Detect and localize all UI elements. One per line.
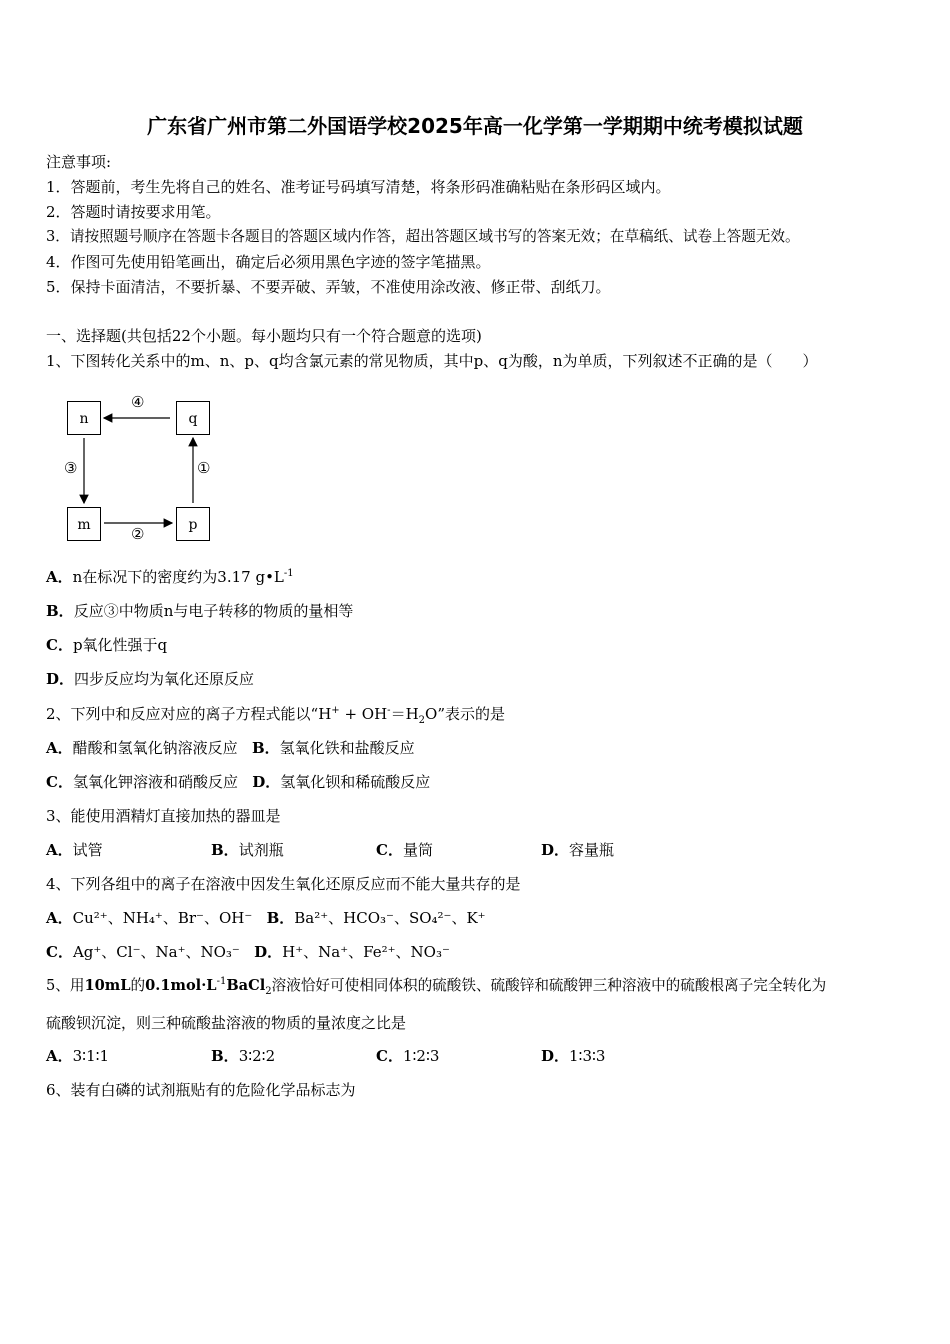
diagram-node-q: q [176, 401, 210, 435]
step-1-label: ① [197, 459, 211, 477]
option-c: C．p氧化性强于q [46, 636, 168, 654]
option-row-ab: A．醋酸和氢氧化钠溶液反应 B．氢氧化铁和盐酸反应 [46, 739, 415, 757]
option-row-abcd: A．试管 B．试剂瓶 C．量筒 D．容量瓶 [46, 841, 615, 859]
section-heading: 一、选择题(共包括22个小题。每小题均只有一个符合题意的选项) [46, 327, 482, 345]
option-d: D．四步反应均为氧化还原反应 [46, 670, 255, 688]
notice-item: 2．答题时请按要求用笔。 [46, 203, 221, 221]
step-3-label: ③ [64, 459, 78, 477]
question-2-stem: 2、下列中和反应对应的离子方程式能以“$H^+ + OH^-=H_2O$”表示的是 [46, 705, 505, 726]
question-1-stem: 1、下图转化关系中的m、n、p、q均含氯元素的常见物质，其中p、q为酸，n为单质，下列叙述不正确的是（ ） [46, 352, 818, 370]
option-b: B．反应③中物质n与电子转移的物质的量相等 [46, 602, 354, 620]
diagram-node-n: n [67, 401, 101, 435]
option-row-cd: C．氢氧化钾溶液和硝酸反应 D．氢氧化钡和稀硫酸反应 [46, 773, 431, 791]
question-5-stem: 5、用10mL的$0.1mol\cdot L^{-1}BaCl_2$溶液恰好可使相同体积的硫酸铁、硫酸锌和硫酸钾三种溶液中的硫酸根离子完全转化为 [46, 976, 827, 997]
notice-heading: 注意事项: [46, 153, 112, 171]
option-row-cd: C．Ag⁺、Cl⁻、Na⁺、NO₃⁻ D．H⁺、Na⁺、Fe²⁺、NO₃⁻ [46, 943, 450, 961]
option-row-ab: A．Cu²⁺、NH₄⁺、Br⁻、OH⁻ B．Ba²⁺、HCO₃⁻、SO₄²⁻、K⁺ [46, 909, 486, 927]
question-3-stem: 3、能使用酒精灯直接加热的器皿是 [46, 807, 281, 825]
diagram-node-m: m [67, 507, 101, 541]
diagram-arrows [0, 0, 260, 560]
question-5-stem-cont: 硫酸钡沉淀，则三种硫酸盐溶液的物质的量浓度之比是 [46, 1014, 407, 1032]
question-6-stem: 6、装有白磷的试剂瓶贴有的危险化学品标志为 [46, 1081, 356, 1099]
notice-item: 1．答题前，考生先将自己的姓名、准考证号码填写清楚，将条形码准确粘贴在条形码区域内。 [46, 178, 671, 196]
diagram-node-p: p [176, 507, 210, 541]
notice-item: 3．请按照题号顺序在答题卡各题目的答题区域内作答，超出答题区域书写的答案无效；在草稿纸、试卷上答题无效。 [46, 228, 800, 245]
option-row-abcd: A．3∶1∶1 B．3∶2∶2 C．1∶2∶3 D．1∶3∶3 [46, 1047, 606, 1065]
step-4-label: ④ [131, 393, 145, 411]
question-4-stem: 4、下列各组中的离子在溶液中因发生氧化还原反应而不能大量共存的是 [46, 875, 521, 893]
page-title: 广东省广州市第二外国语学校2025年高一化学第一学期期中统考模拟试题 [147, 114, 803, 138]
notice-item: 4．作图可先使用铅笔画出，确定后必须用黑色字迹的签字笔描黑。 [46, 253, 491, 271]
notice-item: 5．保持卡面清洁，不要折暴、不要弄破、弄皱，不准使用涂改液、修正带、刮纸刀。 [46, 278, 611, 296]
step-2-label: ② [131, 525, 145, 543]
option-a: A．n在标况下的密度约为3.17 $g•L^{-1}$ [46, 568, 294, 586]
